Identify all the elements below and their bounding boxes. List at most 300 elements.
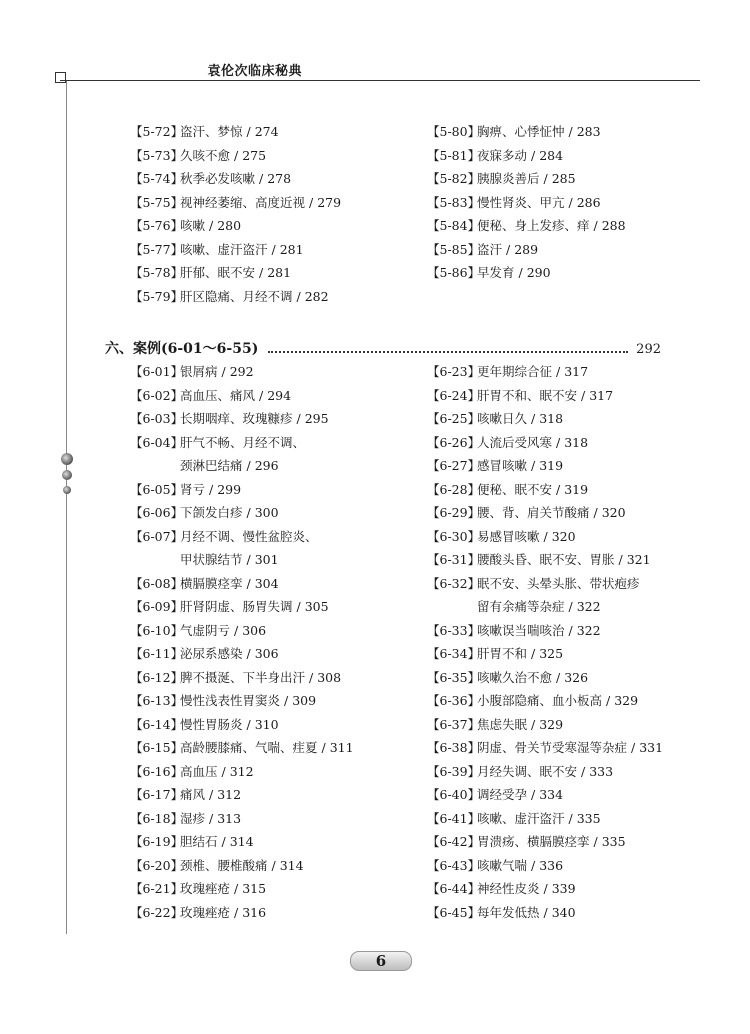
toc-separator: / — [568, 810, 573, 826]
toc-entry-code: 【6-09】 — [130, 599, 184, 614]
toc-separator: / — [221, 763, 226, 779]
toc-entry-page: 283 — [576, 124, 601, 139]
toc-entry-page: 306 — [254, 646, 279, 661]
toc-entry-title: 肝气不畅、月经不调、 — [180, 434, 306, 450]
toc-entry[interactable] — [427, 261, 626, 285]
toc-entry-code: 【5-81】 — [427, 147, 481, 163]
toc-entry-page: 316 — [242, 904, 267, 920]
toc-entry-page: 340 — [551, 904, 576, 920]
toc-entry[interactable] — [130, 360, 354, 384]
toc-entry-title: 颈椎、腰椎酸痛 — [180, 857, 268, 873]
toc-entry-page: 310 — [254, 716, 279, 732]
toc-entry-code: 【6-22】 — [130, 904, 184, 920]
toc-entry-title: 气虚阴亏 — [180, 622, 231, 638]
section-heading-page: 292 — [636, 342, 661, 357]
toc-entry-page: 313 — [217, 810, 242, 826]
toc-entry[interactable] — [130, 619, 354, 643]
toc-entry-title: 咳嗽气喘 — [477, 857, 528, 873]
toc-entry[interactable] — [427, 666, 663, 690]
toc-entry-code: 【6-33】 — [427, 622, 481, 638]
toc-separator: / — [259, 171, 264, 186]
toc-separator: / — [581, 387, 586, 403]
toc-entry-code: 【5-73】 — [130, 147, 184, 163]
toc-entry-code: 【6-11】 — [130, 646, 184, 661]
toc-entry[interactable] — [427, 478, 663, 502]
toc-entry-page: 335 — [576, 810, 601, 826]
toc-separator: / — [556, 669, 561, 685]
toc-entry-title: 人流后受风寒 — [477, 434, 553, 450]
toc-entry[interactable] — [130, 736, 354, 760]
toc-separator: / — [556, 434, 561, 450]
toc-entry-page: 322 — [576, 622, 601, 638]
toc-separator: / — [209, 787, 214, 802]
toc-entry[interactable] — [130, 144, 341, 168]
toc-entry-page: 339 — [551, 881, 576, 896]
toc-entry-code: 【6-07】 — [130, 528, 184, 544]
toc-entry-code: 【6-39】 — [427, 763, 481, 779]
toc-entry-page: 288 — [601, 218, 626, 233]
toc-entry-code: 【6-17】 — [130, 787, 184, 802]
toc-entry-title: 每年发低热 — [477, 904, 540, 920]
toc-separator: / — [309, 194, 314, 210]
toc-entry[interactable] — [130, 642, 354, 666]
toc-entry-title-cont: 留有余痛等杂症 — [477, 599, 565, 614]
toc-column-6-right — [427, 360, 663, 924]
toc-entry-page: 326 — [564, 669, 589, 685]
toc-entry-title: 月经失调、眠不安 — [477, 763, 578, 779]
toc-entry[interactable] — [130, 877, 354, 901]
toc-entry-page: 281 — [267, 265, 292, 280]
toc-entry-code: 【5-84】 — [427, 218, 481, 233]
toc-entry-page: 274 — [254, 124, 279, 139]
toc-entry[interactable] — [130, 384, 354, 408]
toc-entry-title: 高龄腰膝痛、气喘、疰夏 — [180, 740, 318, 755]
toc-separator: / — [284, 693, 289, 708]
running-header-title: 袁伦次临床秘典 — [207, 64, 302, 79]
toc-entry-title: 脾不摄涎、下半身出汗 — [180, 669, 306, 685]
toc-separator: / — [506, 241, 511, 257]
toc-entry-title: 肝胃不和、眠不安 — [477, 387, 578, 403]
toc-entry[interactable] — [427, 830, 663, 854]
toc-entry-code: 【6-23】 — [427, 364, 481, 379]
toc-entry-title: 下颌发白疹 — [180, 505, 243, 520]
toc-entry-code: 【6-06】 — [130, 505, 184, 520]
toc-entry-code: 【6-01】 — [130, 364, 184, 379]
toc-entry-code: 【6-08】 — [130, 575, 184, 591]
toc-entry-page: 308 — [317, 669, 342, 685]
toc-separator: / — [531, 458, 536, 473]
toc-separator: / — [568, 622, 573, 638]
toc-entry-title: 感冒咳嗽 — [477, 458, 528, 473]
toc-entry-code: 【6-44】 — [427, 881, 481, 896]
toc-entry-continuation[interactable] — [427, 595, 663, 619]
toc-entry[interactable] — [130, 854, 354, 878]
toc-entry-title: 腰、背、肩关节酸痛 — [477, 505, 590, 520]
toc-entry-title: 肝郁、眠不安 — [180, 265, 256, 280]
toc-separator: / — [296, 599, 301, 614]
toc-entry-page: 275 — [242, 147, 267, 163]
toc-entry-title: 咳嗽误当喘咳治 — [477, 622, 565, 638]
toc-entry-title: 更年期综合征 — [477, 364, 553, 379]
toc-entry-title: 痛风 — [180, 787, 206, 802]
toc-entry-code: 【6-36】 — [427, 693, 481, 708]
toc-separator: / — [593, 218, 598, 233]
toc-entry[interactable] — [130, 525, 354, 549]
toc-separator: / — [234, 881, 239, 896]
toc-entry-page: 289 — [514, 241, 539, 257]
toc-entry[interactable] — [130, 572, 354, 596]
toc-entry-code: 【6-20】 — [130, 857, 184, 873]
toc-entry[interactable] — [427, 854, 663, 878]
toc-entry[interactable] — [130, 595, 354, 619]
toc-entry-page: 319 — [539, 458, 564, 473]
toc-entry-title: 调经受孕 — [477, 787, 528, 802]
toc-entry[interactable] — [427, 501, 663, 525]
toc-entry-title: 便秘、眠不安 — [477, 481, 553, 497]
toc-separator: / — [531, 147, 536, 163]
toc-entry[interactable] — [427, 360, 663, 384]
toc-entry-title: 小腹部隐痛、血小板高 — [477, 693, 603, 708]
toc-separator: / — [593, 505, 598, 520]
toc-separator: / — [259, 265, 264, 280]
toc-entry-code: 【5-85】 — [427, 241, 481, 257]
toc-entry[interactable] — [427, 736, 663, 760]
header-rule — [60, 80, 700, 81]
toc-separator: / — [246, 575, 251, 591]
toc-entry-title: 阴虚、骨关节受寒湿等杂症 — [477, 740, 628, 755]
toc-entry[interactable] — [427, 167, 626, 191]
toc-separator: / — [518, 265, 523, 280]
toc-separator: / — [556, 481, 561, 497]
toc-entry-title: 玫瑰痤疮 — [180, 881, 231, 896]
page-number-badge: 6 — [350, 951, 412, 971]
toc-entry-title: 咳嗽、虚汗盗汗 — [180, 241, 268, 257]
toc-entry-title: 银屑病 — [180, 364, 218, 379]
toc-entry[interactable] — [130, 807, 354, 831]
toc-separator: / — [234, 622, 239, 638]
toc-entry-title: 慢性胃肠炎 — [180, 716, 243, 732]
toc-entry-page: 279 — [317, 194, 342, 210]
bullet-dot-icon — [63, 486, 71, 494]
toc-separator: / — [568, 124, 573, 139]
toc-entry-code: 【5-86】 — [427, 265, 481, 280]
toc-entry-title: 秋季必发咳嗽 — [180, 171, 256, 186]
toc-entry[interactable] — [130, 407, 354, 431]
toc-entry-code: 【6-34】 — [427, 646, 481, 661]
toc-entry-code: 【6-31】 — [427, 552, 481, 567]
bullet-dot-icon — [61, 453, 73, 465]
toc-entry[interactable] — [130, 713, 354, 737]
toc-separator: / — [209, 218, 214, 233]
toc-separator: / — [543, 171, 548, 186]
toc-separator: / — [296, 411, 301, 426]
toc-entry-page: 292 — [229, 364, 254, 379]
toc-entry-code: 【6-28】 — [427, 481, 481, 497]
toc-entry-code: 【5-76】 — [130, 218, 184, 233]
toc-entry-page: 321 — [626, 552, 651, 567]
toc-entry[interactable] — [130, 501, 354, 525]
toc-entry-page: 309 — [292, 693, 317, 708]
toc-entry-page: 296 — [254, 458, 279, 473]
toc-entry-page: 304 — [254, 575, 279, 591]
toc-entry-page: 282 — [304, 288, 329, 304]
toc-entry-page: 336 — [539, 857, 564, 873]
margin-rule — [66, 81, 67, 934]
toc-entry-page: 285 — [551, 171, 576, 186]
toc-entry-page: 281 — [279, 241, 304, 257]
toc-entry[interactable] — [130, 783, 354, 807]
toc-entry-page: 334 — [539, 787, 564, 802]
toc-entry-title: 久咳不愈 — [180, 147, 231, 163]
toc-separator: / — [296, 288, 301, 304]
toc-entry[interactable] — [130, 760, 354, 784]
toc-entry-page: 299 — [217, 481, 242, 497]
toc-entry[interactable] — [130, 431, 354, 455]
toc-entry-title: 咳嗽日久 — [477, 411, 528, 426]
toc-entry-code: 【6-29】 — [427, 505, 481, 520]
toc-separator: / — [531, 787, 536, 802]
toc-entry-title: 咳嗽久治不愈 — [477, 669, 553, 685]
toc-entry-code: 【6-27】 — [427, 458, 481, 473]
toc-entry[interactable] — [427, 783, 663, 807]
toc-entry-code: 【6-45】 — [427, 904, 481, 920]
toc-entry-page: 320 — [551, 528, 576, 544]
toc-separator: / — [531, 646, 536, 661]
toc-separator: / — [309, 669, 314, 685]
toc-entry-page: 317 — [589, 387, 614, 403]
toc-entry-title: 玫瑰痤疮 — [180, 904, 231, 920]
toc-entry-page: 284 — [539, 147, 564, 163]
toc-entry-page: 318 — [539, 411, 564, 426]
toc-entry[interactable] — [427, 713, 663, 737]
toc-separator: / — [246, 124, 251, 139]
toc-entry-page: 329 — [614, 693, 639, 708]
toc-entry-title: 夜寐多动 — [477, 147, 528, 163]
toc-entry[interactable] — [427, 807, 663, 831]
toc-separator: / — [209, 810, 214, 826]
toc-entry-code: 【6-42】 — [427, 834, 481, 849]
toc-entry-code: 【6-04】 — [130, 434, 184, 450]
toc-entry-title: 慢性肾炎、甲亢 — [477, 194, 565, 210]
toc-separator: / — [246, 646, 251, 661]
toc-entry-code: 【5-78】 — [130, 265, 184, 280]
toc-entry-title: 慢性浅表性胃窦炎 — [180, 693, 281, 708]
toc-separator: / — [246, 552, 251, 567]
toc-entry[interactable] — [130, 478, 354, 502]
toc-entry[interactable] — [427, 431, 663, 455]
toc-entry-title: 高血压、痛风 — [180, 387, 256, 403]
bullet-dot-icon — [62, 470, 72, 480]
toc-separator: / — [531, 857, 536, 873]
toc-entry[interactable] — [130, 261, 341, 285]
toc-entry-title: 胃溃疡、横膈膜痉挛 — [477, 834, 590, 849]
toc-entry-title: 腰酸头昏、眠不安、胃胀 — [477, 552, 615, 567]
toc-entry[interactable] — [427, 454, 663, 478]
toc-entry-page: 311 — [329, 740, 354, 755]
toc-entry-title: 月经不调、慢性盆腔炎、 — [180, 528, 318, 544]
toc-separator: / — [631, 740, 636, 755]
toc-entry[interactable] — [427, 548, 663, 572]
toc-entry-code: 【6-15】 — [130, 740, 184, 755]
toc-entry[interactable] — [427, 572, 663, 596]
toc-entry-title: 长期咽痒、玫瑰糠疹 — [180, 411, 293, 426]
toc-entry-page: 333 — [589, 763, 614, 779]
toc-entry[interactable] — [130, 666, 354, 690]
header-corner-box — [55, 72, 66, 83]
toc-separator: / — [221, 834, 226, 849]
toc-separator: / — [556, 364, 561, 379]
toc-entry-page: 319 — [564, 481, 589, 497]
toc-entry-page: 329 — [539, 716, 564, 732]
toc-separator: / — [321, 740, 326, 755]
toc-entry-code: 【6-16】 — [130, 763, 184, 779]
toc-entry-title: 视神经萎缩、高度近视 — [180, 194, 306, 210]
toc-entry-page: 294 — [267, 387, 292, 403]
toc-entry-page: 335 — [601, 834, 626, 849]
toc-entry-page: 300 — [254, 505, 279, 520]
toc-entry-page: 318 — [564, 434, 589, 450]
toc-entry[interactable] — [130, 689, 354, 713]
toc-separator: / — [246, 716, 251, 732]
toc-entry-title: 横膈膜痉挛 — [180, 575, 243, 591]
toc-column-6-left — [130, 360, 354, 924]
toc-entry[interactable] — [427, 760, 663, 784]
toc-entry-code: 【6-40】 — [427, 787, 481, 802]
toc-entry-page: 322 — [576, 599, 601, 614]
toc-entry-title: 盗汗、梦惊 — [180, 124, 243, 139]
toc-entry-code: 【6-03】 — [130, 411, 184, 426]
toc-entry-code: 【6-13】 — [130, 693, 184, 708]
section-heading[interactable] — [105, 338, 661, 358]
toc-entry-page: 312 — [217, 787, 242, 802]
toc-separator: / — [568, 194, 573, 210]
section-heading-title: 六、案例(6-01～6-55) — [105, 341, 259, 357]
toc-entry-title: 胆结石 — [180, 834, 218, 849]
toc-entry[interactable] — [427, 619, 663, 643]
toc-entry[interactable] — [427, 384, 663, 408]
toc-entry[interactable] — [130, 901, 354, 925]
toc-separator: / — [246, 505, 251, 520]
toc-entry-code: 【6-38】 — [427, 740, 481, 755]
toc-entry-title: 易感冒咳嗽 — [477, 528, 540, 544]
toc-entry-continuation[interactable] — [130, 454, 354, 478]
toc-entry[interactable] — [427, 689, 663, 713]
toc-entry[interactable] — [130, 167, 341, 191]
toc-entry-title: 湿疹 — [180, 810, 206, 826]
toc-separator: / — [543, 528, 548, 544]
toc-entry-code: 【5-83】 — [427, 194, 481, 210]
toc-entry[interactable] — [130, 214, 341, 238]
toc-entry-title: 胸痹、心悸怔忡 — [477, 124, 565, 139]
toc-entry-code: 【6-18】 — [130, 810, 184, 826]
toc-entry-code: 【5-77】 — [130, 241, 184, 257]
toc-entry-code: 【5-80】 — [427, 124, 481, 139]
toc-entry-code: 【6-10】 — [130, 622, 184, 638]
toc-separator: / — [234, 904, 239, 920]
toc-separator: / — [209, 481, 214, 497]
toc-entry-code: 【6-30】 — [427, 528, 481, 544]
toc-entry[interactable] — [427, 144, 626, 168]
toc-entry-code: 【6-32】 — [427, 575, 481, 591]
toc-entry-title: 便秘、身上发疹、痒 — [477, 218, 590, 233]
toc-entry-code: 【6-21】 — [130, 881, 184, 896]
toc-entry-code: 【6-19】 — [130, 834, 184, 849]
toc-entry-page: 280 — [217, 218, 242, 233]
toc-entry-page: 286 — [576, 194, 601, 210]
toc-entry-code: 【6-37】 — [427, 716, 481, 732]
toc-separator: / — [606, 693, 611, 708]
toc-entry-page: 320 — [601, 505, 626, 520]
toc-entry-code: 【6-25】 — [427, 411, 481, 426]
toc-separator: / — [543, 881, 548, 896]
toc-entry-page: 331 — [639, 740, 664, 755]
toc-entry-page: 301 — [254, 552, 279, 567]
toc-entry[interactable] — [130, 285, 341, 309]
toc-entry[interactable] — [427, 901, 663, 925]
toc-entry-page: 314 — [229, 834, 254, 849]
toc-entry[interactable] — [427, 238, 626, 262]
toc-entry-page: 325 — [539, 646, 564, 661]
toc-entry-continuation[interactable] — [130, 548, 354, 572]
toc-entry-title: 咳嗽 — [180, 218, 206, 233]
toc-column-5-left — [130, 120, 341, 308]
toc-separator: / — [543, 904, 548, 920]
toc-entry[interactable] — [427, 525, 663, 549]
toc-separator: / — [581, 763, 586, 779]
toc-entry-title: 盗汗 — [477, 241, 503, 257]
toc-separator: / — [531, 411, 536, 426]
toc-entry[interactable] — [130, 830, 354, 854]
toc-entry-page: 312 — [229, 763, 254, 779]
toc-entry[interactable] — [130, 120, 341, 144]
toc-entry-title: 高血压 — [180, 763, 218, 779]
toc-entry[interactable] — [427, 120, 626, 144]
toc-separator: / — [531, 716, 536, 732]
toc-entry-code: 【5-72】 — [130, 124, 184, 139]
toc-entry-code: 【6-24】 — [427, 387, 481, 403]
toc-entry-code: 【6-26】 — [427, 434, 481, 450]
toc-separator: / — [221, 364, 226, 379]
toc-entry-title: 焦虑失眠 — [477, 716, 528, 732]
toc-entry-code: 【6-05】 — [130, 481, 184, 497]
toc-entry-page: 305 — [304, 599, 329, 614]
toc-entry-title: 肝肾阴虚、肠胃失调 — [180, 599, 293, 614]
toc-separator: / — [246, 458, 251, 473]
toc-entry[interactable] — [427, 214, 626, 238]
toc-entry-page: 290 — [526, 265, 551, 280]
toc-entry[interactable] — [427, 642, 663, 666]
toc-entry-code: 【6-35】 — [427, 669, 481, 685]
toc-entry-code: 【5-82】 — [427, 171, 481, 186]
toc-entry-title: 肝胃不和 — [477, 646, 528, 661]
toc-separator: / — [618, 552, 623, 567]
toc-separator: / — [259, 387, 264, 403]
toc-entry-code: 【5-75】 — [130, 194, 184, 210]
toc-entry[interactable] — [427, 877, 663, 901]
toc-entry-code: 【6-14】 — [130, 716, 184, 732]
toc-entry-code: 【6-12】 — [130, 669, 184, 685]
toc-separator: / — [568, 599, 573, 614]
toc-entry-title-cont: 甲状腺结节 — [180, 552, 243, 567]
toc-column-5-right — [427, 120, 626, 285]
toc-entry[interactable] — [427, 407, 663, 431]
toc-entry[interactable] — [130, 238, 341, 262]
toc-entry-title: 早发育 — [477, 265, 515, 280]
toc-entry[interactable] — [130, 191, 341, 215]
toc-separator: / — [271, 241, 276, 257]
toc-entry[interactable] — [427, 191, 626, 215]
toc-entry-title-cont: 颈淋巴结痛 — [180, 458, 243, 473]
